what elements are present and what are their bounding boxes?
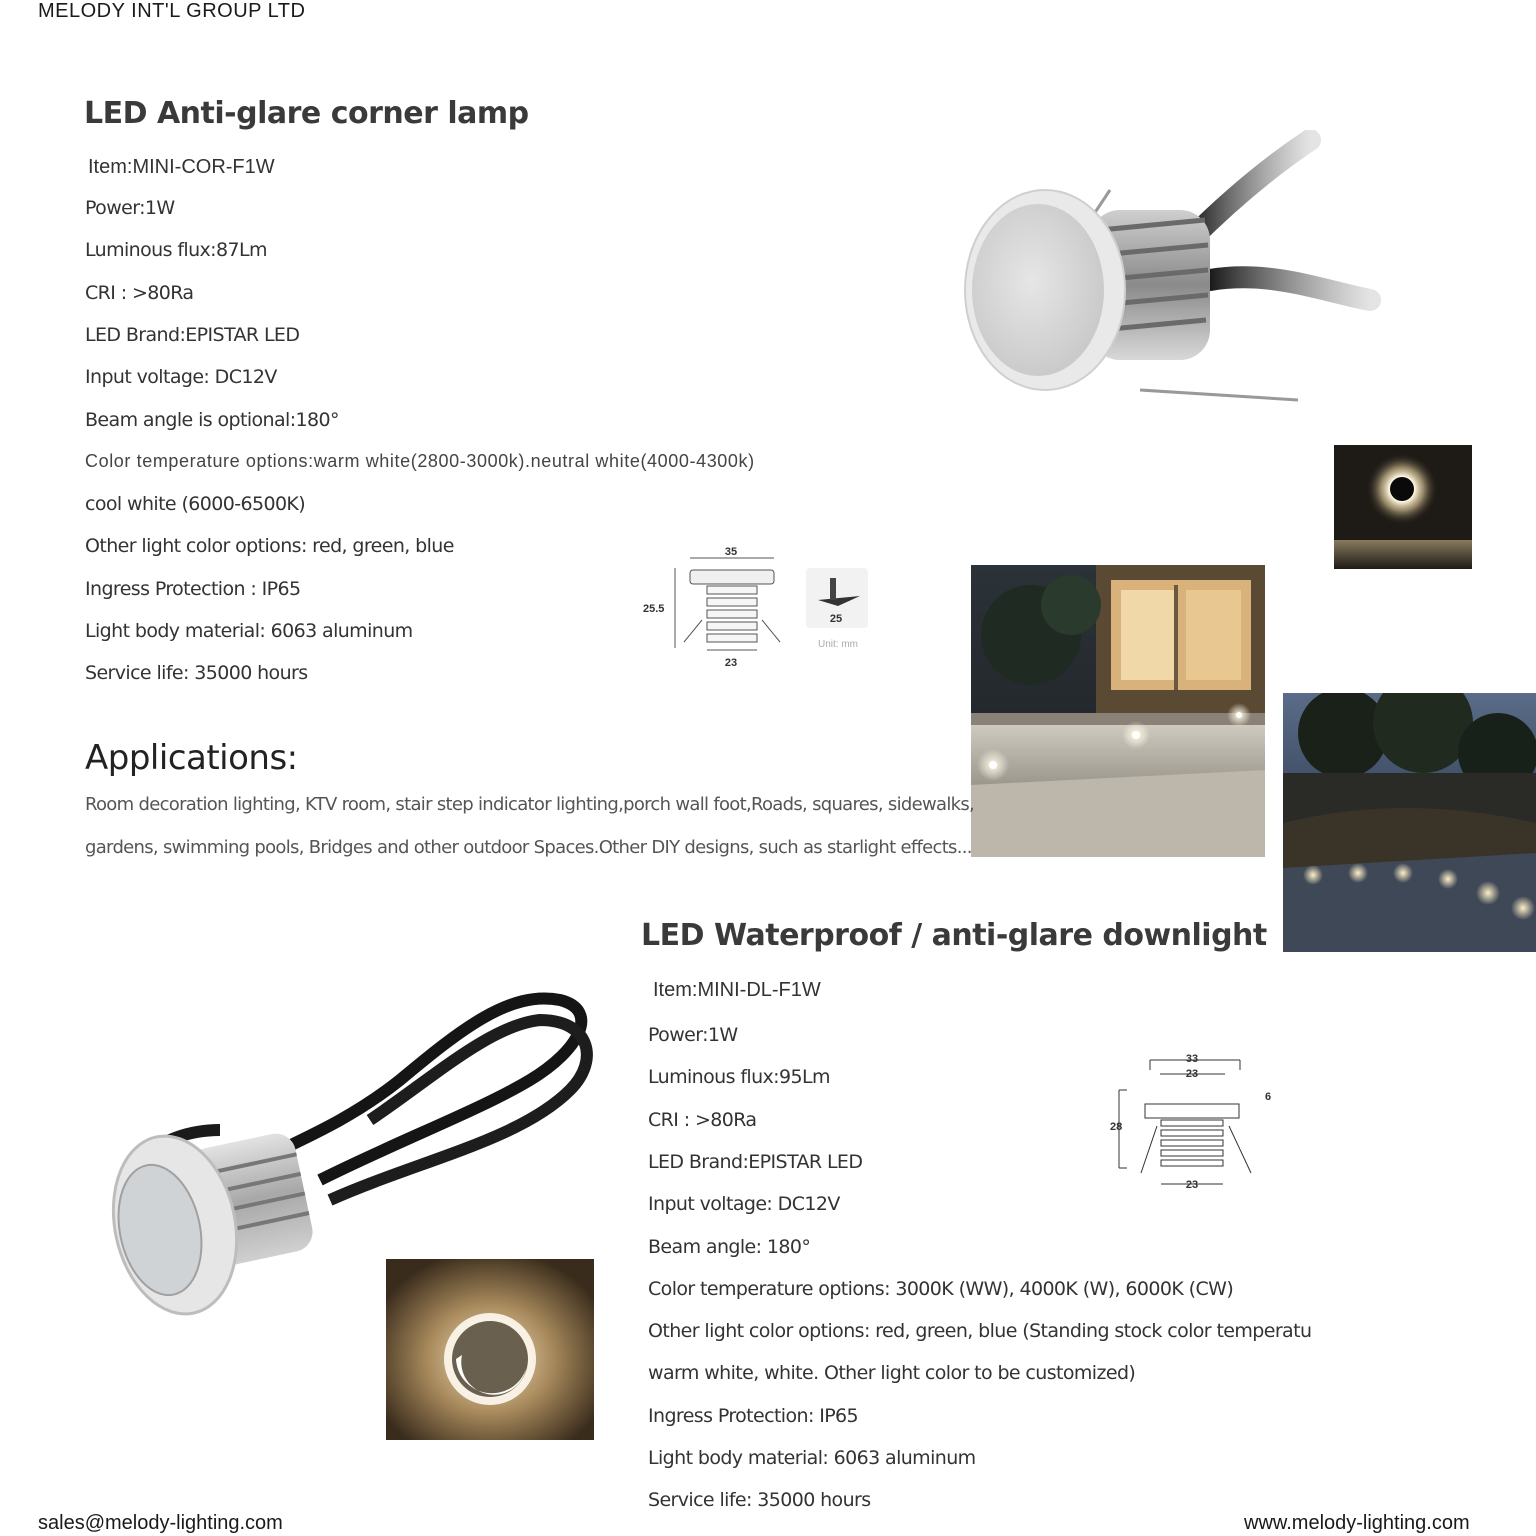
product2-dimension-drawing xyxy=(1105,1048,1280,1193)
applications-title: Applications: xyxy=(85,738,298,778)
dim2-flange: 6 xyxy=(1265,1091,1272,1103)
glow-photo xyxy=(1334,445,1472,569)
product1-spec-line: Color temperature options:warm white(2800-3000k).neutral white(4000-4300k) xyxy=(85,450,755,471)
dim2-bottom: 23 xyxy=(1185,1179,1199,1191)
product2-spec-line: CRI : >80Ra xyxy=(648,1108,757,1131)
dim2-outer: 33 xyxy=(1185,1053,1199,1065)
product1-spec-line: Light body material: 6063 aluminum xyxy=(85,620,413,642)
product2-spec-line: Power:1W xyxy=(648,1024,738,1046)
downlight-glow-photo xyxy=(386,1259,594,1440)
product1-title: LED Anti-glare corner lamp xyxy=(84,96,529,131)
dim-top: 35 xyxy=(724,546,738,558)
dim-height: 25.5 xyxy=(643,603,665,615)
product1-spec-line: Luminous flux:87Lm xyxy=(85,239,267,262)
footer-website[interactable]: www.melody-lighting.com xyxy=(1244,1512,1470,1534)
footer-email[interactable]: sales@melody-lighting.com xyxy=(38,1512,283,1534)
product2-spec-line: Luminous flux:95Lm xyxy=(648,1066,830,1089)
company-name: MELODY INT'L GROUP LTD xyxy=(38,0,306,22)
product1-spec-line: Other light color options: red, green, blue xyxy=(85,535,454,558)
product1-spec-line: Input voltage: DC12V xyxy=(85,366,277,389)
product1-spec-line: Service life: 35000 hours xyxy=(85,662,308,685)
product2-spec-line: Color temperature options: 3000K (WW), 4000K (W), 6000K (CW) xyxy=(648,1277,1234,1300)
house-night-photo xyxy=(971,565,1265,857)
product1-spec-line: Beam angle is optional:180° xyxy=(85,408,339,431)
product2-spec-line: Input voltage: DC12V xyxy=(648,1193,840,1216)
applications-line-2: gardens, swimming pools, Bridges and other outdoor Spaces.Other DIY designs, such as starlight effects... xyxy=(85,837,972,858)
product2-item: Item:MINI-DL-F1W xyxy=(653,979,821,1001)
product2-spec-line: LED Brand:EPISTAR LED xyxy=(648,1150,863,1173)
product2-spec-line: Service life: 35000 hours xyxy=(648,1489,871,1512)
product1-item: Item:MINI-COR-F1W xyxy=(88,156,275,178)
product1-spec-line: Ingress Protection : IP65 xyxy=(85,577,301,600)
product2-title: LED Waterproof / anti-glare downlight xyxy=(641,918,1267,953)
dim-bottom: 23 xyxy=(724,657,738,669)
product1-photo xyxy=(940,130,1390,480)
product2-spec-line: Beam angle: 180° xyxy=(648,1235,811,1258)
dim-unit: Unit: mm xyxy=(818,639,858,650)
dim2-inner: 23 xyxy=(1185,1068,1199,1080)
product2-spec-line: Other light color options: red, green, blue (Standing stock color temperatu xyxy=(648,1320,1312,1343)
dim2-height: 28 xyxy=(1110,1121,1123,1133)
garden-night-photo xyxy=(1283,693,1536,952)
product2-spec-line: warm white, white. Other light color to be customized) xyxy=(648,1362,1136,1385)
product1-spec-line: LED Brand:EPISTAR LED xyxy=(85,323,300,346)
dim-cutout: 25 xyxy=(829,613,843,625)
applications-line-1: Room decoration lighting, KTV room, stair step indicator lighting,porch wall foot,Roads, squares, sidewalks, xyxy=(85,794,975,815)
product2-spec-line: Ingress Protection: IP65 xyxy=(648,1404,859,1427)
product1-spec-line: CRI : >80Ra xyxy=(85,281,194,304)
product2-spec-line: Light body material: 6063 aluminum xyxy=(648,1447,976,1469)
product1-spec-line: cool white (6000-6500K) xyxy=(85,493,306,516)
product1-dimension-drawing xyxy=(640,540,880,670)
product1-spec-line: Power:1W xyxy=(85,197,175,219)
